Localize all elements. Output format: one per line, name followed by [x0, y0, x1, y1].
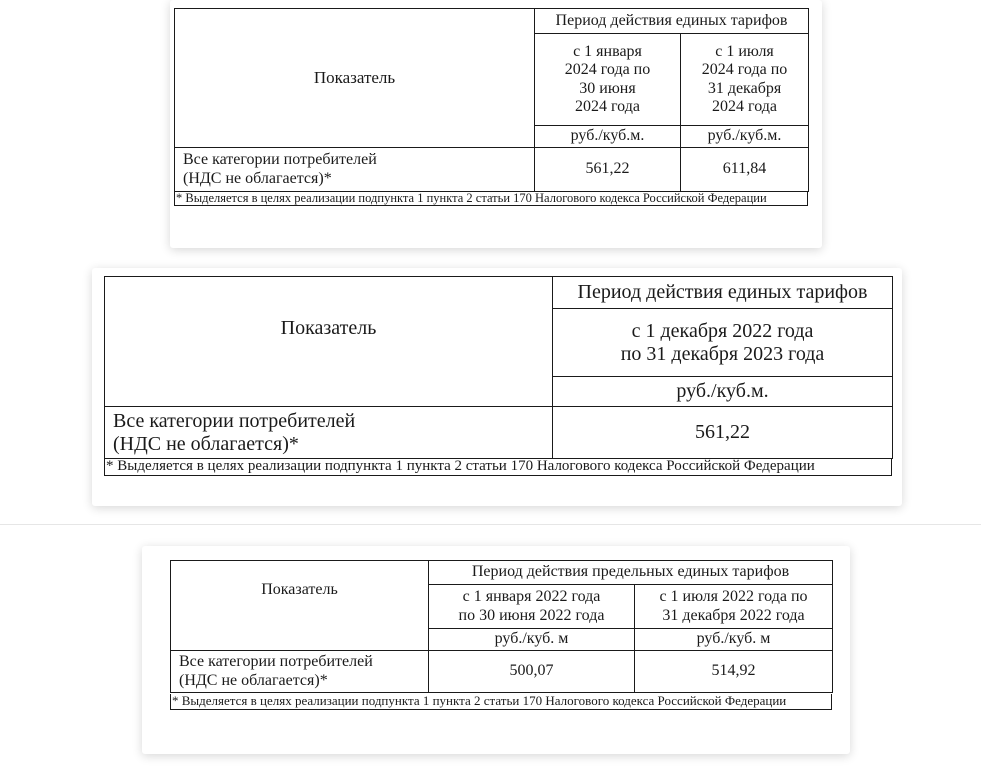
tariff-value-1: 561,22	[535, 148, 681, 192]
consumer-category-label: Все категории потребителей (НДС не облагается)*	[175, 148, 535, 192]
consumer-category-label: Все категории потребителей (НДС не облагается)*	[171, 651, 429, 693]
tariff-value-2: 611,84	[681, 148, 809, 192]
unit-label-1: руб./куб.м.	[535, 126, 681, 148]
indicator-header: Показатель	[105, 277, 553, 407]
tariff-table-2023	[104, 276, 893, 459]
footnote: * Выделяется в целях реализации подпункта 1 пункта 2 статьи 170 Налогового кодекса Российской Федерации	[170, 694, 832, 710]
tariff-value-1: 500,07	[429, 651, 635, 693]
consumer-category-label: Все категории потребителей (НДС не облагается)*	[105, 407, 553, 459]
unit-label-2: руб./куб.м.	[681, 126, 809, 148]
indicator-header: Показатель	[171, 561, 429, 651]
unit-label-1: руб./куб.м.	[553, 377, 893, 407]
tariff-value-1: 561,22	[553, 407, 893, 459]
tariff-table-2022	[170, 560, 833, 693]
tariff-table-2024	[174, 8, 809, 192]
period-column-1: с 1 января 2022 года по 30 июня 2022 года	[429, 585, 635, 629]
tariff-value-2: 514,92	[635, 651, 833, 693]
period-column-2: с 1 июля 2024 года по 31 декабря 2024 года	[681, 34, 809, 126]
period-column-1: с 1 января 2024 года по 30 июня 2024 года	[535, 34, 681, 126]
footnote: * Выделяется в целях реализации подпункта 1 пункта 2 статьи 170 Налогового кодекса Российской Федерации	[174, 191, 808, 206]
period-column-2: с 1 июля 2022 года по 31 декабря 2022 года	[635, 585, 833, 629]
footnote: * Выделяется в целях реализации подпункта 1 пункта 2 статьи 170 Налогового кодекса Российской Федерации	[104, 458, 892, 476]
indicator-header: Показатель	[175, 9, 535, 148]
period-header: Период действия единых тарифов	[553, 277, 893, 309]
section-divider	[0, 524, 981, 525]
period-column-1: с 1 декабря 2022 года по 31 декабря 2023 года	[553, 309, 893, 377]
tariff-card-2023	[92, 268, 902, 506]
unit-label-2: руб./куб. м	[635, 629, 833, 651]
unit-label-1: руб./куб. м	[429, 629, 635, 651]
period-header: Период действия единых тарифов	[535, 9, 809, 34]
tariff-card-2024	[170, 0, 822, 248]
tariff-card-2022	[142, 546, 850, 754]
period-header: Период действия предельных единых тарифов	[429, 561, 833, 585]
